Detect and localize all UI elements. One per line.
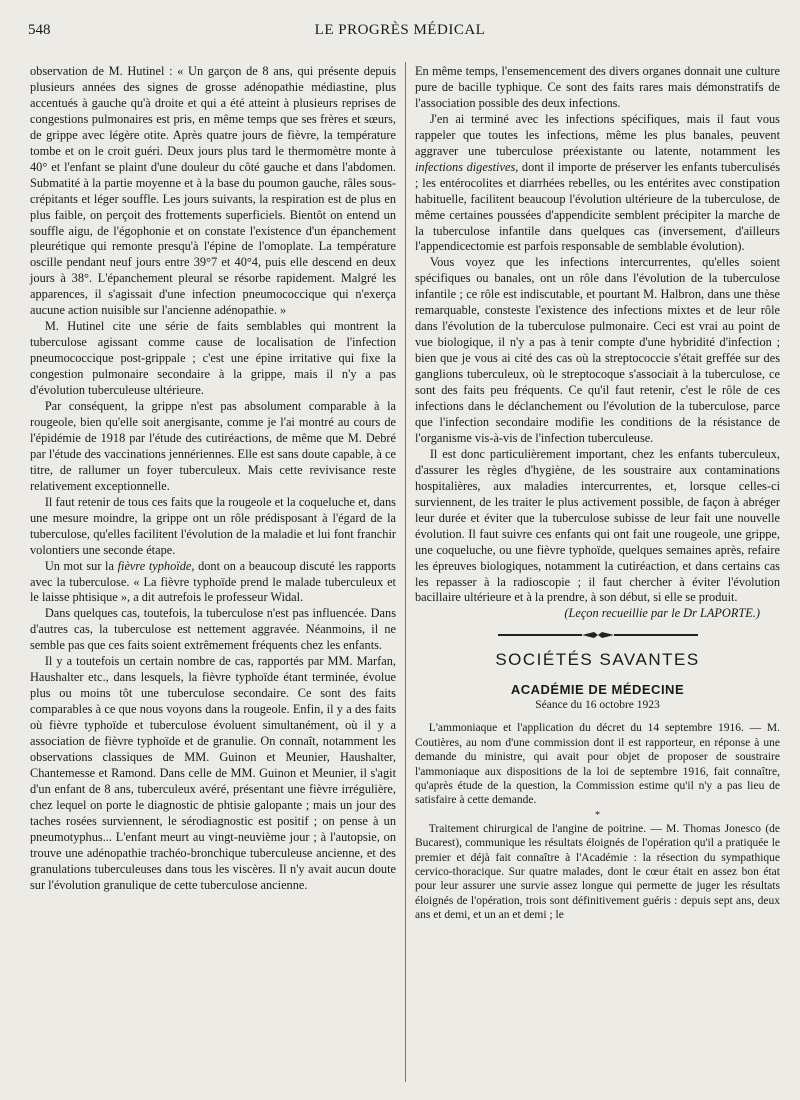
- divider-ornament-icon: [498, 630, 698, 640]
- ornamental-divider: [415, 630, 780, 640]
- academy-heading: ACADÉMIE DE MÉDECINE: [510, 682, 685, 698]
- paragraph: Il y a toutefois un certain nombre de cas, rapportés par MM. Marfan, Haushalter etc., dans lesquels, la fièvre typhoïde étant terminée, évolue plus ou moins tôt une tuberculose secondaire. Ce sont des faits comparables à ce que nous voyons dans la rougeole. Enfin, il y a des faits où fièvre typhoïde et tuberculose évoluent simultanément, où il y a association de fièvre typhoïde et de granulie. On connaît, notamment les observations classiques de MM. Guinon et Meunier, Haushalter, Chantemesse et Ramond. Dans celle de MM. Guinon et Meunier, il s'agit d'un enfant de 8 ans, tuberculeux avéré, présentant une fièvre irrégulière, chez lequel on porte le diagnostic de phtisie galopante ; mais un jour des taches rosées surviennent, le sérodiagnostic est positif ; on pense à un pneumotyphus... L'enfant meurt au vingt-neuvième jour ; à l'autopsie, on trouve une adénopathie trachéo-bronchique tuberculeuse ancienne, et des granulations tuberculeuses dans tous les viscères. Il n'y avait aucun doute sur l'évolution granulique de cette tuberculose ancienne.: [30, 654, 396, 892]
- left-column: [30, 64, 396, 894]
- italic-term: infections digestives,: [415, 159, 519, 174]
- session-date: Séance du 16 octobre 1923: [535, 699, 660, 712]
- right-column: [415, 64, 780, 923]
- paragraph: En même temps, l'ensemencement des divers organes donnait une culture pure de bacille typhique. Ce sont des faits rares mais démonstratifs de l'association possible des deux infections.: [415, 64, 780, 110]
- report-item: L'ammoniaque et l'application du décret du 14 septembre 1916. — M. Coutières, au nom d'une commission dont il est rapporteur, en réponse à une demande du ministre, qui avait pour objet de proposer de soustraire l'ammoniaque aux dispositions de la loi de septembre 1916, fait connaître, qu'après étude de la question, la Commission estime qu'il n'y a pas lieu de satisfaire à cette demande.: [415, 722, 780, 807]
- lecture-signature: (Leçon recueillie par le Dr LAPORTE.): [564, 606, 760, 621]
- paragraph: Vous voyez que les infections intercurrentes, qu'elles soient spécifiques ou banales, ont un rôle dans l'évolution de la tuberculose infantile ; ce rôle est indiscutable, et pourtant M. Halbron, dans une thèse remarquable, consteste l'existence des infections mixtes et de leur rôle dans l'évolution de la tuberculose pulmonaire. Ceci est vrai au point de vue biologique, il n'y a pas à tenir compte d'une hybridité d'infection ; bien que je vous ai cité des cas où la streptococcie s'était greffée sur des ganglions tuberculeux, où le streptocoque s'associait à la tuberculose, ce sont des faits peu fréquents. Ce qu'il faut retenir, c'est le rôle de ces infections dans le déclanchement ou l'évolution de la tuberculose, parce que l'infection secondaire modifie les conditions de la résistance de l'organisme vis-à-vis de l'infection tuberculeuse.: [415, 255, 780, 445]
- italic-term: fièvre typhoïde,: [117, 558, 195, 573]
- paragraph: [30, 559, 396, 607]
- report-item: Traitement chirurgical de l'angine de poitrine. — M. Thomas Jonesco (de Bucarest), communique les résultats éloignés de l'opération qu'il a pratiquée le premier et déjà fait connaître à l'Académie : la résection du sympathique cervico-thoracique. Sur quatre malades, dont le cœur était en assez bon état pour leur assurer une survie assez longue qui permette de juger les résultats éloignés de l'opération, trois sont définitivement guéris : depuis sept ans, deux ans et demi, et un an et demi ; le: [415, 822, 780, 922]
- paragraph-text: Un mot sur la: [44, 558, 118, 573]
- paragraph: [415, 112, 780, 256]
- paragraph-text: dont il importe de préserver les enfants tuberculisés ; les entérocolites et diarrhées rebelles, ou les entérites avec constipation habituelle, facilitent beaucoup l'évolution ultérieure de la tuberculose, de même certaines poussées d'appendicite semblent précipiter la marche de la tuberculose infantile dans quelques cas (inversement, d'ailleurs l'appendicectomie est parfois responsable de semblable évolution).: [415, 159, 780, 254]
- section-heading: SOCIÉTÉS SAVANTES: [495, 650, 700, 670]
- paragraph: Par conséquent, la grippe n'est pas absolument comparable à la rougeole, bien qu'elle soit anergisante, comme je l'ai montré au cours de l'épidémie de 1918 par l'étude des cutiréactions, de même que M. Debré par l'étude des vaccinations jennériennes. Elle est sans doute capable, à ce titre, de rallumer un foyer tuberculeux. Mais cette revivisance reste relativement exceptionnelle.: [30, 399, 396, 493]
- paragraph-text: J'en ai terminé avec les infections spécifiques, mais il faut vous rappeler que toutes les infections, même les plus banales, peuvent aggraver une tuberculose préexistante ou latente, notamment les: [415, 111, 780, 158]
- page-number: 548: [28, 22, 51, 38]
- paragraph: Il faut retenir de tous ces faits que la rougeole et la coqueluche et, dans une mesure moindre, la grippe ont un rôle prédisposant à l'égard de la tuberculose, qu'elles facilitent l'évolution de la maladie et lui font franchir volontiers une seconde étape.: [30, 494, 396, 557]
- paragraph: M. Hutinel cite une série de faits semblables qui montrent la tuberculose agissant comme cause de localisation de l'infection pneumococcique post-grippale ; c'est une épine irritative qui fixe la congestion pulmonaire secondaire à la grippe, mais il n'y a pas d'évolution tuberculeuse ultérieure.: [30, 319, 396, 398]
- paragraph-text: dont on a beaucoup discuté les rapports avec la tuberculose. « La fièvre typhoïde prend le malade tuberculeux et le laisse phtisique », a dit autrefois le professeur Widal.: [30, 558, 396, 605]
- asterism-separator: *: [595, 809, 600, 821]
- paragraph: observation de M. Hutinel : « Un garçon de 8 ans, qui présente depuis plusieurs années des signes de grosse adénopathie médiastine, plus accentués à gauche qu'à droite et qui a été atteint à plusieurs reprises de congestions pulmonaires est pris, en même temps que ses frères et sœurs, de grippe avec légère otite. Après quatre jours de fièvre, la température tombe et on le croit guéri. Deux jours plus tard le thermomètre monte à 40° et l'enfant se plaint d'une douleur du côté gauche et dans l'abdomen. Submatité à la partie moyenne et à la base du poumon gauche, râles sous-crépitants et léger souffle. Les jours suivants, la respiration est de plus en plus faible, on perçoit des frottements superficiels. Bientôt on entend un souffle aigu, de l'égophonie et on constate l'existence d'un épanchement pleurétique qui remonte presqu'à l'épine de l'omoplate. La température oscille pendant neuf jours entre 39°7 et 40°4, puis elle descend en deux jours à 38°. L'épanchement pleural se résorbe rapidement. Malgré les apparences, il s'agissait d'une infection pneumococcique qui n'exerça aucune action nuisible sur l'ancienne adénopathie. »: [30, 64, 396, 318]
- column-divider: [405, 62, 406, 1082]
- journal-title: LE PROGRÈS MÉDICAL: [314, 22, 486, 38]
- paragraph: Dans quelques cas, toutefois, la tuberculose n'est pas influencée. Dans d'autres cas, la tuberculose est nettement aggravée. Néanmoins, il ne semble pas que ces faits soient extrêmement fréquents chez les enfants.: [30, 606, 396, 653]
- running-header: [28, 22, 772, 44]
- paragraph: Il est donc particulièrement important, chez les enfants tuberculeux, d'assurer les règles d'hygiène, de les soustraire aux contaminations hospitalières, aux maladies intercurrentes, et, lorsque celles-ci surviennent, de les traiter le plus activement possible, de façon à abréger leur durée et éviter que la tuberculose subisse de leur fait une nouvelle évolution. Il faut suivre ces enfants qui ont fait une rougeole, une grippe, une coqueluche, ou une fièvre typhoïde, quelques semaines après, refaire les épreuves biologiques, notamment la cutiréaction, et dans certains cas les repasser à la radioscopie ; il faut chercher à éviter l'évolution bacillaire ultérieure et à la prendre, à son début, si elle se produit.: [415, 446, 780, 605]
